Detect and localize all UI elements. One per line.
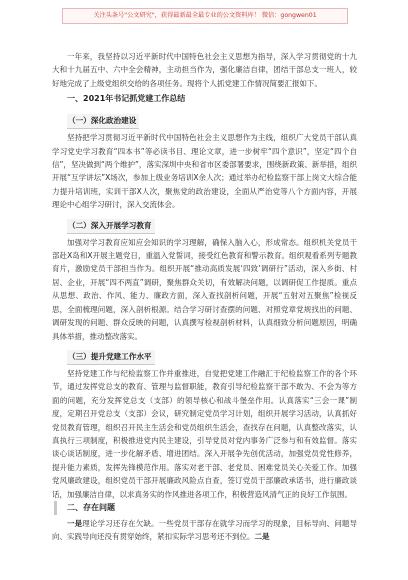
- section-1-heading: 一、2021年书记抓党建工作总结: [67, 94, 186, 104]
- intro-paragraph: 一年来，我坚持以习近平新时代中国特色社会主义思想为指导，深入学习贯彻党的十九大和十九届五中、六中全会精神，主动担当作为，强化廉洁自律，团结干部总支一班人，较好地完成了上级党组织交给的各项任务。现将个人抓党建工作情况简要汇报如下。: [52, 52, 357, 88]
- subsection-2-text: 加强对学习教育应知应会知识的学习理解，确保入脑入心，形成常态。组织机关党员干部赴X岛和X开展主题党日，重温入党誓词，接受红色教育和警示教育。组织观看系列专题教育片，激励党员干部担当作为。组织开展“推动高质发展‘四致’调研行”活动，深入乡街、村居、企业，开展“四不两直”调研，聚焦群众关切，有效解决问题，以调研促工作提质。重点从思想、政治、作风、能力、廉政方面，深入查找剖析问题，开展“五射对五聚焦”检视反思，全面梳理问题，深入剖析根源。结合学习研讨查摆的问题、对照党章党规找出的问题、调研发现的问题、群众反映的问题，认真撰写检视剖析材料，认真细致分析问题原因，明确具体举措，推动整改落实。: [52, 237, 357, 341]
- subsection-1-text: 坚持把学习贯彻习近平新时代中国特色社会主义思想作为主线，组织广大党员干部认真学习党史学习教育“四本书”等必读书目、理论文章，进一步树牢“四个意识”，坚定“四个自信”，坚决做到“两个维护”，落实深圳中央和省市区委部署要求，围绕新政策、新举措，组织开展“互学讲坛”X场次，参加上级业务培训X余人次；通过举办纪检监察干部上岗文大综合能力提升培训班，实训干部X人次，聚焦党的政治建设，全面从严治党等八个方面内容，开展理论中心组学习研讨，深入交流体会。: [52, 133, 357, 210]
- section-2-lead: 一是: [67, 518, 83, 528]
- section-2-heading: 二、存在问题: [54, 501, 357, 515]
- subsection-3-heading: （三）提升党建工作水平: [67, 350, 155, 365]
- document-body: [52, 50, 357, 545]
- subsection-3-text: 坚持党建工作与纪检监察工作并重推进，自觉把党建工作融汇于纪检监察工作的各个环节，通过发挥党总支的教育、管理与监督职能，教育引导纪检监察干部不敢为、不会为等方面的问题，充分发挥党总支（支部）的领导核心和战斗堡垒作用。认真落实“三会一课”制度，定期召开党总支（支部）会议，研究制定党员学习计划，组织开展学习活动，认真抓好党员教育管理，组织召开民主生活会和党员组织生活会，查找存在问题，认真整改落实，认真执行三项制度，积极推进党内民主建设，引导党员对党内事务广泛参与和有效监督。落实谈心谈话制度，进一步化解矛盾、增进团结。深入开展争先创优活动，加强党员党性修养，提升能力素质，发挥先锋模范作用。落实对老干部、老党员、困难党员关心关爱工作。加强党风廉政建设，组织党员干部开展廉政风险点自查，签订党员干部廉政承诺书，进行廉政谈话，加强廉洁自律，以求真务实的作风推进各项工作，积极营造风清气正的良好工作氛围。: [52, 368, 357, 499]
- section-2-text: [52, 517, 357, 544]
- subsection-1-heading: （一）深化政治建设: [67, 114, 139, 129]
- section-2-tail: 二是: [254, 532, 270, 542]
- promo-banner[interactable]: 关注头条号"公文研究"，获得最新最全最专业的公文资料库！ 微信：gongwen01: [62, 8, 348, 24]
- section-2-body: 理论学习还存在欠缺。一些党员干部存在就学习而学习的现象，目标导向、问题导向、实践导向还没有贯穿始终，紧扣实际学习思考还不到位。: [52, 518, 357, 542]
- subsection-2-heading: （二）深入开展学习教育: [67, 219, 155, 234]
